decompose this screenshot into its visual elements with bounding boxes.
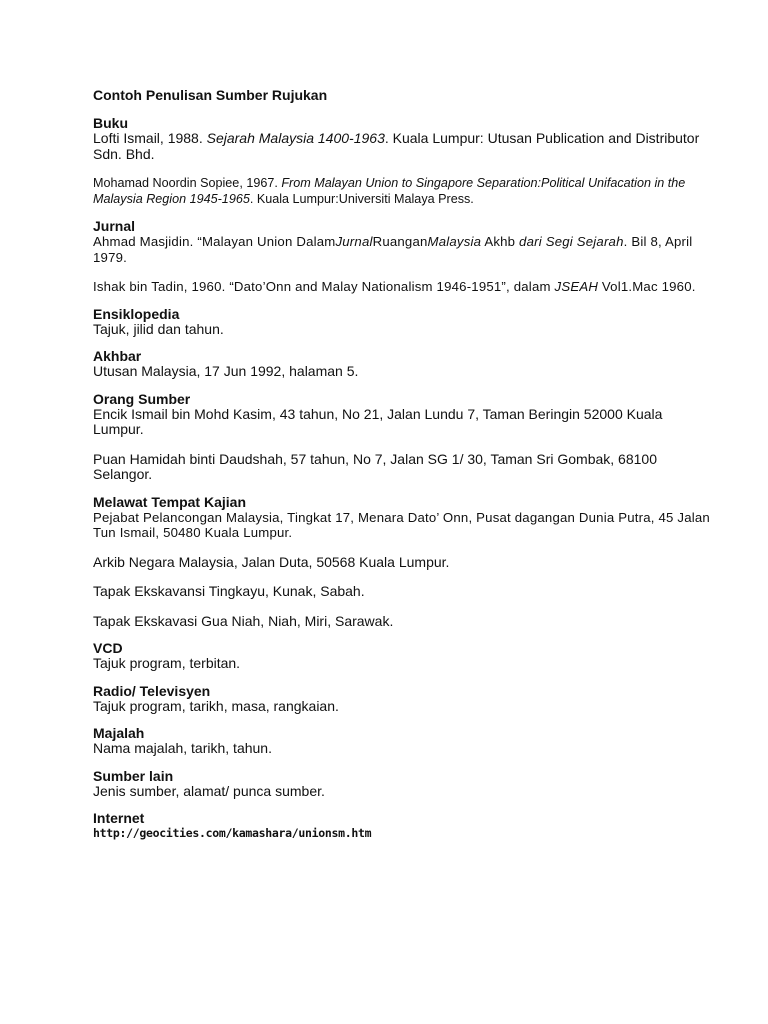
entry-text: . Bil 8, April 1979. [93, 234, 693, 265]
reference-entry [93, 407, 713, 438]
section-internet [93, 811, 713, 842]
section-melawat-tempat-kajian [93, 495, 713, 630]
reference-entry [93, 784, 713, 800]
entry-text: Arkib Negara Malaysia, Jalan Duta, 50568 Kuala Lumpur. [93, 553, 450, 570]
reference-entry [93, 510, 713, 541]
reference-link[interactable] [93, 826, 713, 842]
section-heading: Orang Sumber [93, 390, 191, 407]
italic-title-text: dari Segi Sejarah [519, 234, 624, 249]
entry-text: Tajuk program, tarikh, masa, rangkaian. [93, 697, 339, 714]
italic-title-text: Sejarah Malaysia 1400-1963 [206, 130, 385, 146]
entry-text: Mohamad Noordin Sopiee, 1967. [93, 176, 282, 190]
italic-title-text: Jurnal [335, 234, 373, 249]
reference-entry [93, 584, 713, 600]
entry-text: Encik Ismail bin Mohd Kasim, 43 tahun, No 21, Jalan Lundu 7, Taman Beringin 52000 Kuala Lumpur. [93, 405, 663, 437]
entry-text: Jenis sumber, alamat/ punca sumber. [93, 782, 325, 799]
reference-entry [93, 699, 713, 715]
entry-text: Utusan Malaysia, 17 Jun 1992, halaman 5. [93, 363, 359, 379]
section-akhbar [93, 349, 713, 380]
entry-text: Ishak bin Tadin, 1960. “Dato’Onn and Malay Nationalism 1946-1951”, dalam [93, 279, 555, 294]
reference-entry [93, 555, 713, 571]
entry-text: Nama majalah, tarikh, tahun. [93, 740, 272, 756]
reference-entry [93, 656, 713, 672]
entry-text: . Kuala Lumpur: Utusan Publication and Distributor Sdn. Bhd. [93, 130, 700, 162]
section-majalah [93, 726, 713, 757]
section-jurnal [93, 219, 713, 295]
entry-text: Tapak Ekskavansi Tingkayu, Kunak, Sabah. [93, 583, 365, 599]
italic-title-text: Malaysia [427, 234, 482, 249]
entry-text: . Kuala Lumpur:Universiti Malaya Press. [249, 191, 474, 206]
reference-entry [93, 176, 713, 207]
entry-text: Puan Hamidah binti Daudshah, 57 tahun, No 7, Jalan SG 1/ 30, Taman Sri Gombak, 68100 Selangor. [93, 450, 657, 482]
section-heading: Melawat Tempat Kajian [93, 493, 247, 510]
section-heading: Akhbar [93, 348, 142, 364]
entry-text: http://geocities.com/kamashara/unionsm.htm [93, 826, 372, 840]
italic-title-text: From Malayan Union to Singapore Separation:Political Unifacation in the Malaysia Region 1945-1965 [93, 176, 686, 206]
document-page [93, 86, 713, 854]
section-radio-televisyen [93, 684, 713, 715]
reference-entry [93, 131, 713, 162]
entry-text: Tajuk program, terbitan. [93, 655, 241, 671]
section-heading: Internet [93, 810, 145, 826]
section-heading: Radio/ Televisyen [93, 682, 211, 699]
section-heading: Sumber lain [93, 767, 174, 784]
section-buku [93, 116, 713, 207]
section-heading: Buku [93, 115, 128, 131]
reference-entry [93, 614, 713, 630]
entry-text: Tapak Ekskavasi Gua Niah, Niah, Miri, Sarawak. [93, 612, 394, 629]
reference-entry [93, 741, 713, 757]
reference-entry [93, 364, 713, 380]
section-ensiklopedia [93, 307, 713, 338]
italic-title-text: JSEAH [554, 279, 599, 294]
reference-entry [93, 322, 713, 338]
document-title: Contoh Penulisan Sumber Rujukan [93, 87, 328, 103]
section-heading: Jurnal [93, 218, 136, 234]
entry-text: Ruangan [372, 234, 428, 249]
reference-entry [93, 279, 713, 295]
entry-text: Lofti Ismail, 1988. [93, 130, 207, 146]
entry-text: Akhb [481, 234, 520, 249]
entry-text: Tajuk, jilid dan tahun. [93, 320, 224, 337]
section-orang-sumber [93, 392, 713, 483]
section-sumber-lain [93, 769, 713, 800]
entry-text: Ahmad Masjidin. “Malayan Union Dalam [93, 234, 336, 249]
reference-sections [93, 116, 713, 842]
reference-entry [93, 452, 713, 483]
section-vcd [93, 641, 713, 672]
entry-text: Pejabat Pelancongan Malaysia, Tingkat 17, Menara Dato’ Onn, Pusat dagangan Dunia Putra, 45 Jalan Tun Ismail, 50480 Kuala Lumpur. [93, 509, 710, 540]
entry-text: Vol1.Mac 1960. [598, 279, 696, 294]
section-heading: VCD [93, 640, 123, 656]
reference-entry [93, 234, 713, 265]
section-heading: Ensiklopedia [93, 305, 180, 322]
section-heading: Majalah [93, 725, 145, 741]
